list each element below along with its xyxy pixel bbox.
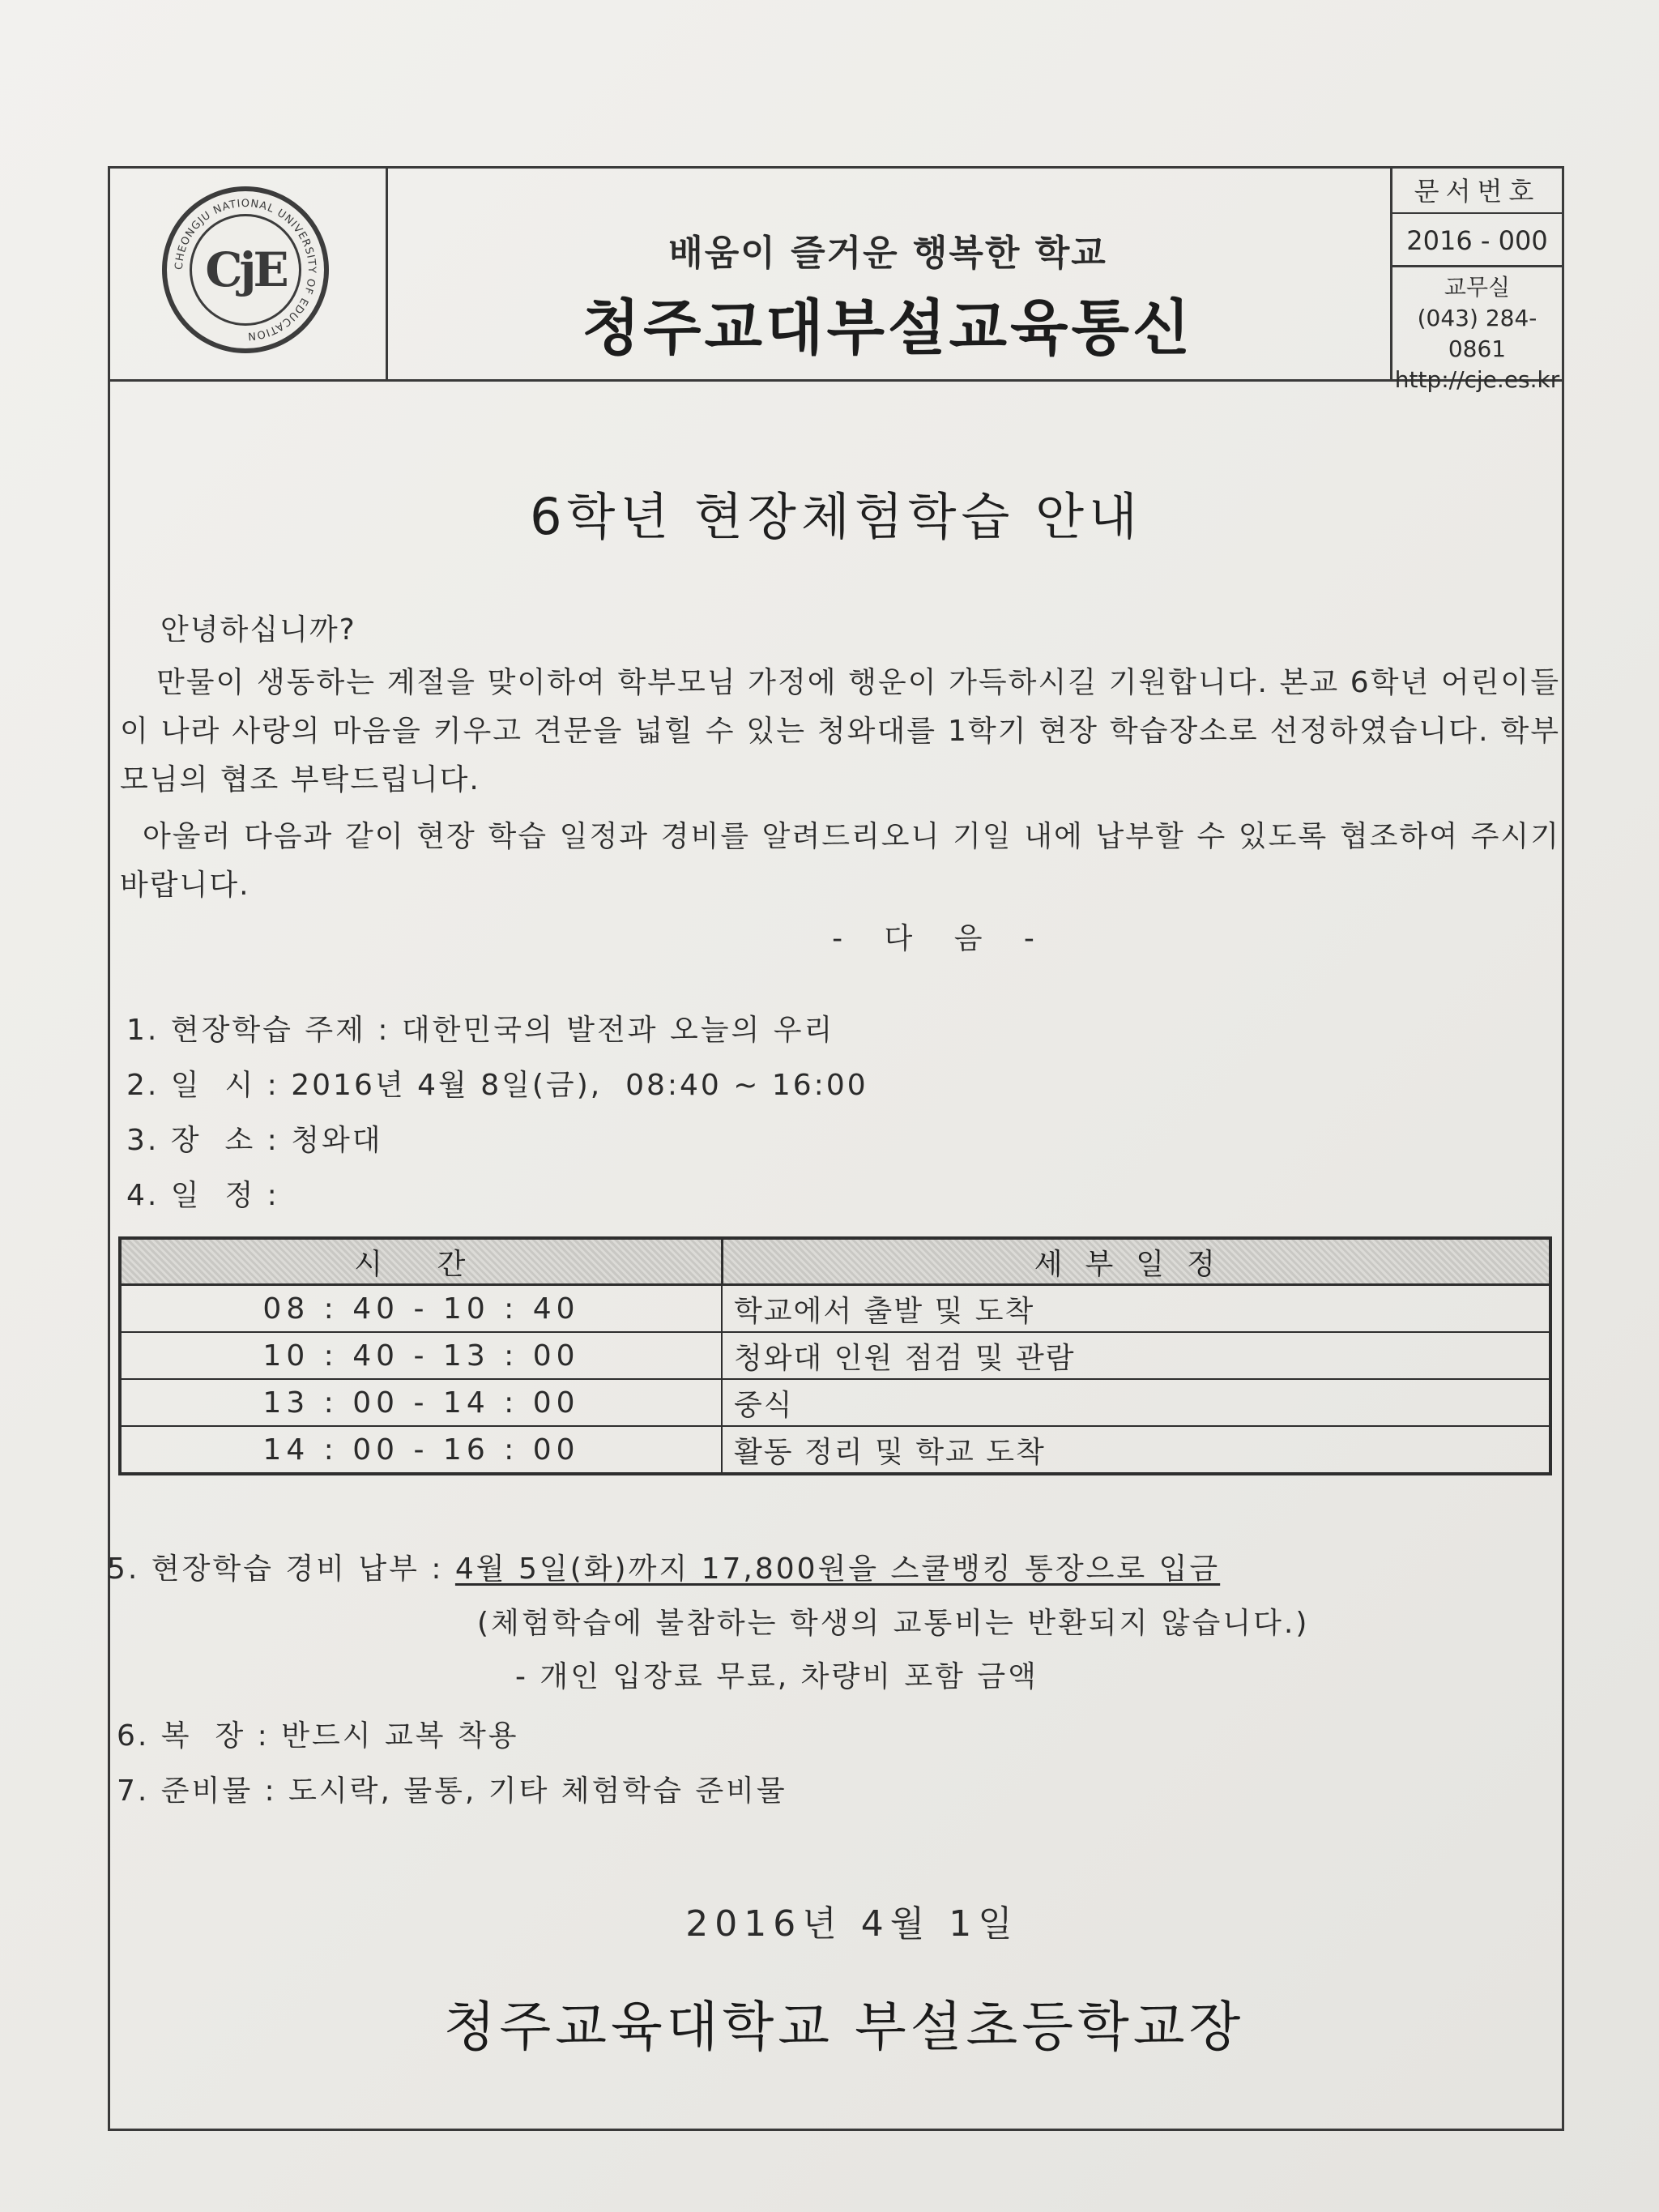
- table-row: [120, 1285, 1550, 1333]
- schedule-col-time: 시 간: [120, 1238, 722, 1285]
- fee-deadline-amount: 4월 5일(화)까지 17,800원을 스쿨뱅킹 통장으로 입금: [454, 1552, 1221, 1586]
- school-slogan: 배움이 즐거운 행복한 학교: [668, 233, 1107, 274]
- doc-number-label: 문서번호: [1390, 169, 1564, 214]
- table-row: [120, 1332, 1550, 1379]
- fee-refund-note: (체험학습에 불참하는 학생의 교통비는 반환되지 않습니다.): [477, 1607, 1310, 1640]
- schedule-time: 08 : 40 - 10 : 40: [120, 1285, 722, 1333]
- issue-date: 2016년 4월 1일: [685, 1903, 1019, 1945]
- document-frame: [108, 166, 1564, 2131]
- item-place: 3. 장 소 : 청와대: [126, 1124, 383, 1157]
- logo-monogram: CjE: [190, 214, 301, 326]
- schedule-table: [118, 1236, 1552, 1475]
- item-datetime: 2. 일 시 : 2016년 4월 8일(금), 08:40 ~ 16:00: [126, 1069, 868, 1102]
- schedule-detail: 활동 정리 및 학교 도착: [722, 1426, 1550, 1474]
- office-name: 교무실: [1444, 274, 1511, 301]
- item-schedule-label: 4. 일 정 :: [126, 1179, 279, 1212]
- school-logo: [162, 186, 329, 353]
- newsletter-title: 청주교대부설교육통신: [582, 293, 1194, 363]
- page-title: 6학년 현장체험학습 안내: [530, 487, 1142, 546]
- fee-included-note: - 개인 입장료 무료, 차량비 포함 금액: [515, 1660, 1038, 1693]
- schedule-detail: 청와대 인원 점검 및 관람: [722, 1332, 1550, 1379]
- schedule-time: 14 : 00 - 16 : 00: [120, 1426, 722, 1474]
- signer: 청주교육대학교 부설초등학교장: [443, 1996, 1245, 2058]
- logo-ring-label: CHEONGJU NATIONAL UNIVERSITY OF EDUCATION: [173, 197, 318, 343]
- table-row: [120, 1379, 1550, 1426]
- item-dress: 6. 복 장 : 반드시 교복 착용: [117, 1719, 519, 1753]
- item-supplies: 7. 준비물 : 도시락, 물통, 기타 체험학습 준비물: [117, 1774, 787, 1808]
- letterhead: [110, 169, 1562, 393]
- fee-label: 5. 현장학습 경비 납부 :: [107, 1552, 455, 1586]
- logo-cell: [110, 169, 388, 379]
- office-phone: (043) 284-0861: [1417, 305, 1537, 362]
- greeting: 안녕하십니까?: [160, 613, 356, 647]
- document-info-cell: [1390, 169, 1564, 393]
- schedule-header-row: [120, 1238, 1550, 1285]
- schedule-time: 13 : 00 - 14 : 00: [120, 1379, 722, 1426]
- intro-paragraph: 만물이 생동하는 계절을 맞이하여 학부모님 가정에 행운이 가득하시길 기원합니다. 본교 6학년 어린이들이 나라 사랑의 마음을 키우고 견문을 넓힐 수 있는 청와대를 1학기 현장 학습장소로 선정하였습니다. 학부모님의 협조 부탁드립니다.: [120, 666, 1560, 796]
- doc-number-value: 2016 - 000: [1390, 214, 1564, 267]
- item-topic: 1. 현장학습 주제 : 대한민국의 발전과 오늘의 우리: [126, 1014, 835, 1047]
- item-fee: [107, 1546, 1220, 1587]
- schedule-time: 10 : 40 - 13 : 00: [120, 1332, 722, 1379]
- schedule-detail: 중식: [722, 1379, 1550, 1426]
- table-row: [120, 1426, 1550, 1474]
- office-contact: [1390, 272, 1564, 395]
- title-cell: [386, 169, 1392, 379]
- schedule-col-detail: 세부일정: [722, 1238, 1550, 1285]
- office-url: http://cje.es.kr: [1394, 366, 1560, 393]
- section-divider-label: - 다 음 -: [832, 922, 1051, 955]
- schedule-detail: 학교에서 출발 및 도착: [722, 1285, 1550, 1333]
- request-paragraph: 아울러 다음과 같이 현장 학습 일정과 경비를 알려드리오니 기일 내에 납부할 수 있도록 협조하여 주시기 바랍니다.: [120, 820, 1560, 902]
